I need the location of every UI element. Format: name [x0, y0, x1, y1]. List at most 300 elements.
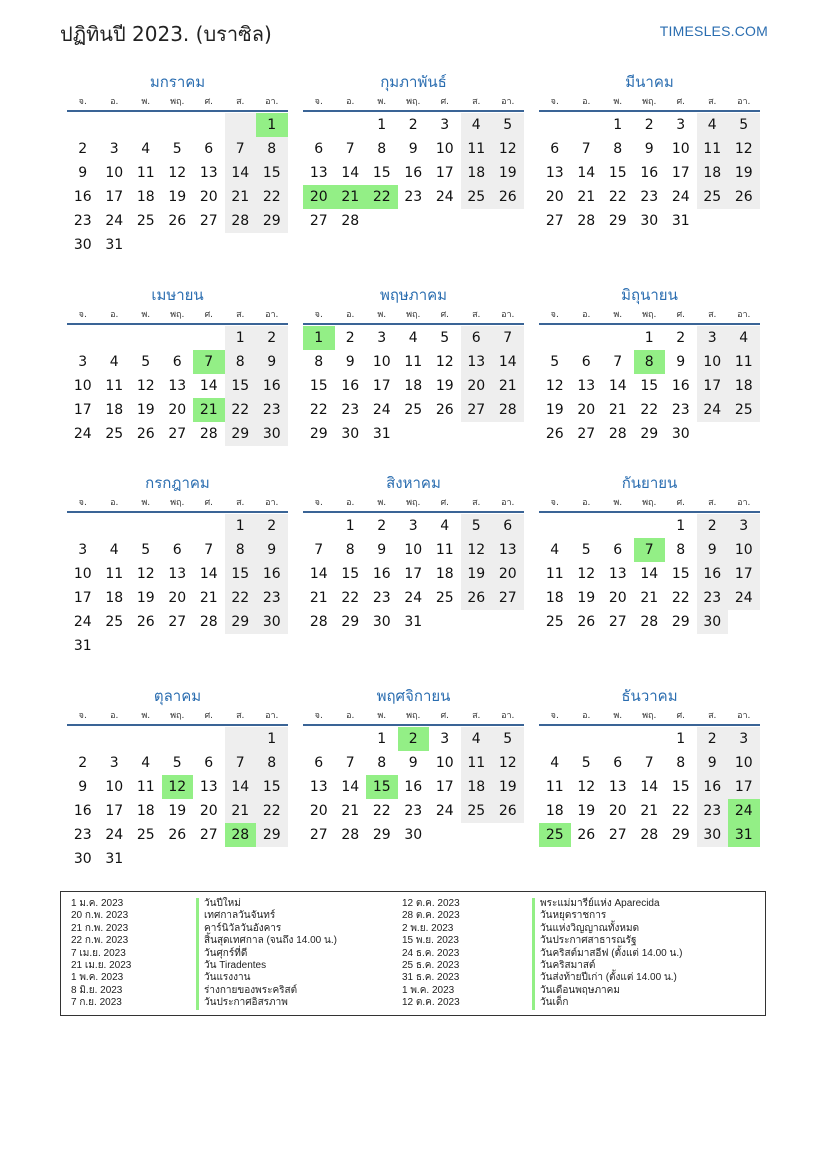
day-cell: 31	[404, 614, 423, 630]
day-cell: 1	[377, 731, 387, 747]
day-cell: 12	[435, 354, 454, 370]
day-cell: 23	[671, 402, 690, 418]
day-cell: 9	[256, 350, 288, 374]
weekday-header	[303, 307, 524, 323]
day-cell: 21	[335, 185, 367, 209]
month-divider	[303, 511, 524, 513]
day-cell: 6	[550, 141, 560, 157]
day-cell: 2	[78, 755, 88, 771]
day-cell: 11	[461, 751, 493, 775]
holiday-date: 25 ธ.ค. 2023	[402, 959, 460, 971]
day-cell: 9	[256, 538, 288, 562]
day-cell: 4	[141, 141, 151, 157]
day-cell: 10	[697, 350, 729, 374]
empty-day-cell	[303, 514, 335, 538]
weekday-label: พ.	[377, 310, 387, 320]
day-cell: 13	[168, 566, 187, 582]
holiday-date: 2 พ.ย. 2023	[402, 922, 454, 934]
weekday-label: อ.	[110, 711, 119, 721]
day-cell: 22	[341, 590, 360, 606]
day-cell: 16	[341, 378, 360, 394]
day-grid	[539, 514, 760, 634]
day-cell: 19	[136, 402, 155, 418]
empty-day-cell	[571, 727, 603, 751]
day-cell: 21	[193, 398, 225, 422]
empty-day-cell	[335, 727, 367, 751]
day-cell: 28	[640, 827, 659, 843]
empty-day-cell	[398, 209, 430, 233]
month-name: มกราคม	[149, 73, 206, 91]
legend-left-names	[196, 898, 337, 1010]
day-cell: 11	[105, 566, 124, 582]
weekday-label: อา.	[501, 97, 515, 107]
day-cell: 9	[644, 141, 654, 157]
day-cell: 7	[204, 542, 214, 558]
empty-day-cell	[602, 727, 634, 751]
day-cell: 14	[309, 566, 328, 582]
weekday-label: พฤ.	[406, 310, 421, 320]
day-cell: 12	[577, 779, 596, 795]
day-cell: 16	[372, 566, 391, 582]
day-cell: 12	[492, 751, 524, 775]
day-cell: 23	[256, 586, 288, 610]
weekday-label: ศ.	[204, 97, 214, 107]
weekday-label: อ.	[110, 97, 119, 107]
day-cell: 7	[225, 751, 257, 775]
day-cell: 4	[461, 113, 493, 137]
day-cell: 21	[309, 590, 328, 606]
holiday-name: วัน Tiradentes	[196, 960, 337, 972]
day-cell: 10	[73, 566, 92, 582]
day-cell: 17	[73, 402, 92, 418]
month-divider	[539, 110, 760, 112]
weekday-label: ส.	[236, 97, 245, 107]
empty-day-cell	[303, 727, 335, 751]
day-cell: 19	[728, 161, 760, 185]
day-cell: 12	[162, 775, 194, 799]
empty-day-cell	[193, 634, 225, 658]
day-cell: 2	[697, 514, 729, 538]
empty-day-cell	[335, 113, 367, 137]
weekday-label: จ.	[550, 97, 559, 107]
day-cell: 2	[78, 141, 88, 157]
day-cell: 29	[640, 426, 659, 442]
weekday-label: ศ.	[676, 310, 686, 320]
month-name: สิงหาคม	[386, 474, 441, 492]
weekday-label: พฤ.	[406, 97, 421, 107]
day-cell: 10	[435, 141, 454, 157]
day-cell: 4	[141, 755, 151, 771]
month-block	[67, 686, 288, 871]
empty-day-cell	[398, 422, 430, 446]
day-cell: 28	[199, 426, 218, 442]
weekday-label: อา.	[737, 498, 751, 508]
day-cell: 19	[545, 402, 564, 418]
day-cell: 19	[577, 590, 596, 606]
day-cell: 1	[676, 518, 686, 534]
day-cell: 12	[136, 566, 155, 582]
empty-day-cell	[67, 514, 99, 538]
day-cell: 12	[728, 137, 760, 161]
day-cell: 20	[168, 402, 187, 418]
day-cell: 20	[608, 590, 627, 606]
weekday-label: ศ.	[440, 97, 450, 107]
empty-day-cell	[130, 634, 162, 658]
day-cell: 2	[256, 514, 288, 538]
day-cell: 15	[341, 566, 360, 582]
empty-day-cell	[67, 727, 99, 751]
weekday-label: อ.	[582, 97, 591, 107]
day-cell: 20	[461, 374, 493, 398]
day-cell: 24	[697, 398, 729, 422]
empty-day-cell	[461, 610, 493, 634]
day-cell: 8	[345, 542, 355, 558]
day-cell: 13	[608, 779, 627, 795]
weekday-header	[67, 708, 288, 724]
day-cell: 23	[697, 799, 729, 823]
day-cell: 11	[728, 350, 760, 374]
day-cell: 8	[256, 751, 288, 775]
day-cell: 1	[613, 117, 623, 133]
day-grid	[539, 113, 760, 233]
month-divider	[539, 511, 760, 513]
day-cell: 17	[697, 374, 729, 398]
day-cell: 27	[199, 213, 218, 229]
day-cell: 24	[105, 827, 124, 843]
day-cell: 29	[256, 823, 288, 847]
weekday-label: พ.	[613, 97, 623, 107]
day-cell: 4	[697, 113, 729, 137]
day-cell: 5	[492, 113, 524, 137]
weekday-label: พ.	[377, 498, 387, 508]
day-cell: 10	[73, 378, 92, 394]
weekday-label: ศ.	[440, 711, 450, 721]
holiday-name: วันส่งท้ายปีเก่า (ตั้งแต่ 14.00 น.)	[532, 972, 682, 984]
weekday-label: ส.	[472, 310, 481, 320]
day-cell: 1	[303, 326, 335, 350]
day-cell: 24	[435, 803, 454, 819]
day-cell: 16	[256, 374, 288, 398]
day-cell: 25	[545, 614, 564, 630]
weekday-label: ศ.	[676, 711, 686, 721]
day-cell: 12	[461, 538, 493, 562]
day-cell: 11	[435, 542, 454, 558]
day-cell: 3	[109, 141, 119, 157]
month-divider	[67, 110, 288, 112]
empty-day-cell	[162, 233, 194, 257]
empty-day-cell	[67, 326, 99, 350]
day-cell: 8	[634, 350, 666, 374]
day-cell: 15	[309, 378, 328, 394]
day-cell: 23	[404, 189, 423, 205]
day-cell: 14	[341, 165, 360, 181]
empty-day-cell	[539, 326, 571, 350]
page-title: ปฏิทินปี 2023. (บราซิล)	[60, 22, 272, 46]
day-cell: 26	[577, 827, 596, 843]
day-cell: 18	[136, 803, 155, 819]
weekday-label: จ.	[78, 97, 87, 107]
day-cell: 7	[345, 755, 355, 771]
day-cell: 12	[136, 378, 155, 394]
day-cell: 20	[608, 803, 627, 819]
weekday-label: จ.	[314, 711, 323, 721]
day-cell: 29	[341, 614, 360, 630]
day-cell: 27	[168, 426, 187, 442]
weekday-label: ส.	[236, 310, 245, 320]
empty-day-cell	[461, 209, 493, 233]
day-cell: 22	[366, 185, 398, 209]
weekday-label: อา.	[265, 498, 279, 508]
month-block	[67, 285, 288, 446]
month-divider	[539, 323, 760, 325]
empty-day-cell	[162, 113, 194, 137]
day-cell: 22	[372, 803, 391, 819]
empty-day-cell	[634, 727, 666, 751]
day-cell: 17	[435, 165, 454, 181]
weekday-label: อ.	[110, 310, 119, 320]
day-cell: 22	[608, 189, 627, 205]
day-cell: 27	[492, 586, 524, 610]
holiday-name: วันเดือนพฤษภาคม	[532, 985, 682, 997]
day-cell: 19	[577, 803, 596, 819]
empty-day-cell	[225, 233, 257, 257]
day-cell: 25	[697, 185, 729, 209]
day-cell: 19	[492, 161, 524, 185]
day-cell: 19	[168, 803, 187, 819]
day-cell: 26	[577, 614, 596, 630]
day-cell: 22	[640, 402, 659, 418]
month-block	[303, 473, 524, 634]
day-cell: 26	[168, 213, 187, 229]
day-cell: 21	[640, 803, 659, 819]
weekday-header	[539, 495, 760, 511]
weekday-label: ส.	[236, 711, 245, 721]
day-cell: 7	[193, 350, 225, 374]
day-cell: 29	[256, 209, 288, 233]
weekday-label: พฤ.	[170, 310, 185, 320]
weekday-header	[539, 307, 760, 323]
legend-left-dates	[71, 898, 131, 1010]
empty-day-cell	[571, 326, 603, 350]
day-cell: 5	[141, 354, 151, 370]
day-cell: 7	[581, 141, 591, 157]
day-cell: 3	[408, 518, 418, 534]
empty-day-cell	[99, 326, 131, 350]
month-divider	[303, 323, 524, 325]
day-cell: 2	[697, 727, 729, 751]
empty-day-cell	[697, 209, 729, 233]
weekday-label: จ.	[550, 711, 559, 721]
day-cell: 14	[608, 378, 627, 394]
empty-day-cell	[225, 727, 257, 751]
day-grid	[539, 326, 760, 446]
day-cell: 23	[372, 590, 391, 606]
weekday-label: อ.	[346, 711, 355, 721]
day-cell: 30	[640, 213, 659, 229]
holiday-date: 12 ต.ค. 2023	[402, 898, 460, 909]
empty-day-cell	[728, 422, 760, 446]
day-cell: 25	[105, 426, 124, 442]
day-cell: 6	[314, 755, 324, 771]
weekday-label: ศ.	[676, 97, 686, 107]
holiday-name: วันแห่งวิญญาณทั้งหมด	[532, 923, 682, 935]
empty-day-cell	[602, 326, 634, 350]
day-cell: 9	[697, 538, 729, 562]
weekday-label: พ.	[141, 711, 151, 721]
day-cell: 20	[309, 803, 328, 819]
day-grid	[67, 727, 288, 871]
weekday-header	[67, 94, 288, 110]
day-cell: 23	[404, 803, 423, 819]
empty-day-cell	[130, 727, 162, 751]
day-cell: 28	[640, 614, 659, 630]
weekday-label: พฤ.	[406, 711, 421, 721]
day-cell: 3	[78, 354, 88, 370]
day-cell: 24	[728, 799, 760, 823]
day-cell: 24	[435, 189, 454, 205]
day-cell: 30	[372, 614, 391, 630]
day-grid	[539, 727, 760, 847]
month-name: มีนาคม	[625, 73, 674, 91]
weekday-label: อ.	[582, 498, 591, 508]
day-cell: 30	[256, 422, 288, 446]
month-name: เมษายน	[151, 286, 204, 304]
month-block	[303, 686, 524, 847]
day-cell: 30	[671, 426, 690, 442]
day-cell: 11	[404, 354, 423, 370]
month-block	[67, 72, 288, 257]
weekday-label: พฤ.	[170, 711, 185, 721]
day-cell: 25	[461, 799, 493, 823]
empty-day-cell	[162, 514, 194, 538]
day-cell: 2	[377, 518, 387, 534]
day-cell: 23	[73, 827, 92, 843]
empty-day-cell	[99, 514, 131, 538]
day-cell: 4	[408, 330, 418, 346]
empty-day-cell	[193, 727, 225, 751]
day-cell: 5	[492, 727, 524, 751]
weekday-label: จ.	[550, 498, 559, 508]
day-cell: 4	[440, 518, 450, 534]
day-cell: 22	[309, 402, 328, 418]
empty-day-cell	[728, 610, 760, 634]
day-cell: 6	[204, 141, 214, 157]
day-cell: 11	[697, 137, 729, 161]
day-cell: 6	[613, 542, 623, 558]
day-cell: 29	[225, 422, 257, 446]
day-cell: 23	[341, 402, 360, 418]
day-cell: 16	[697, 562, 729, 586]
brand-link[interactable]: TIMESLES.COM	[659, 23, 768, 39]
weekday-label: พ.	[613, 711, 623, 721]
day-cell: 23	[697, 586, 729, 610]
empty-day-cell	[429, 209, 461, 233]
weekday-label: พฤ.	[170, 498, 185, 508]
day-cell: 16	[256, 562, 288, 586]
day-cell: 6	[461, 326, 493, 350]
day-cell: 21	[492, 374, 524, 398]
day-cell: 11	[136, 779, 155, 795]
day-cell: 15	[372, 165, 391, 181]
day-cell: 9	[697, 751, 729, 775]
weekday-label: พฤ.	[170, 97, 185, 107]
day-cell: 25	[404, 402, 423, 418]
day-cell: 8	[613, 141, 623, 157]
empty-day-cell	[225, 113, 257, 137]
day-cell: 21	[225, 799, 257, 823]
day-cell: 10	[728, 751, 760, 775]
month-divider	[539, 724, 760, 726]
legend-right-dates	[402, 898, 460, 1010]
day-cell: 3	[697, 326, 729, 350]
day-cell: 4	[461, 727, 493, 751]
holiday-date: 7 ก.ย. 2023	[71, 997, 122, 1009]
day-cell: 30	[256, 610, 288, 634]
holiday-name: วันเด็ก	[532, 997, 682, 1009]
day-cell: 2	[345, 330, 355, 346]
legend-right-names	[532, 898, 682, 1010]
day-cell: 20	[545, 189, 564, 205]
day-cell: 20	[492, 562, 524, 586]
day-cell: 6	[492, 514, 524, 538]
month-block	[303, 72, 524, 233]
day-cell: 22	[225, 398, 257, 422]
month-name: มิถุนายน	[621, 286, 678, 304]
month-block	[539, 473, 760, 634]
day-cell: 13	[309, 779, 328, 795]
day-cell: 3	[676, 117, 686, 133]
day-cell: 12	[545, 378, 564, 394]
empty-day-cell	[193, 326, 225, 350]
weekday-label: ส.	[708, 711, 717, 721]
month-name: พฤศจิกายน	[376, 687, 451, 705]
weekday-label: อา.	[501, 498, 515, 508]
day-cell: 14	[341, 779, 360, 795]
holiday-name: วันแรงงาน	[196, 972, 337, 984]
day-grid	[67, 113, 288, 257]
month-name: กรกฎาคม	[145, 474, 210, 492]
weekday-label: อา.	[737, 711, 751, 721]
day-cell: 9	[676, 354, 686, 370]
weekday-label: จ.	[78, 498, 87, 508]
holiday-date: 21 เม.ย. 2023	[71, 959, 132, 971]
month-block	[539, 686, 760, 847]
day-cell: 24	[728, 586, 760, 610]
empty-day-cell	[728, 209, 760, 233]
weekday-label: ส.	[708, 97, 717, 107]
empty-day-cell	[99, 634, 131, 658]
empty-day-cell	[602, 514, 634, 538]
holiday-name: วันคริสต์มาสอีฟ (ตั้งแต่ 14.00 น.)	[532, 948, 682, 960]
day-cell: 1	[225, 326, 257, 350]
day-cell: 17	[105, 803, 124, 819]
day-cell: 6	[204, 755, 214, 771]
day-cell: 1	[644, 330, 654, 346]
empty-day-cell	[539, 514, 571, 538]
holiday-date: 20 ก.พ. 2023	[71, 910, 129, 922]
day-cell: 15	[366, 775, 398, 799]
empty-day-cell	[461, 823, 493, 847]
empty-day-cell	[539, 113, 571, 137]
day-cell: 18	[136, 189, 155, 205]
weekday-label: ศ.	[204, 498, 214, 508]
month-block	[539, 72, 760, 233]
empty-day-cell	[539, 727, 571, 751]
day-cell: 21	[199, 590, 218, 606]
empty-day-cell	[130, 326, 162, 350]
day-cell: 9	[408, 141, 418, 157]
day-cell: 18	[728, 374, 760, 398]
